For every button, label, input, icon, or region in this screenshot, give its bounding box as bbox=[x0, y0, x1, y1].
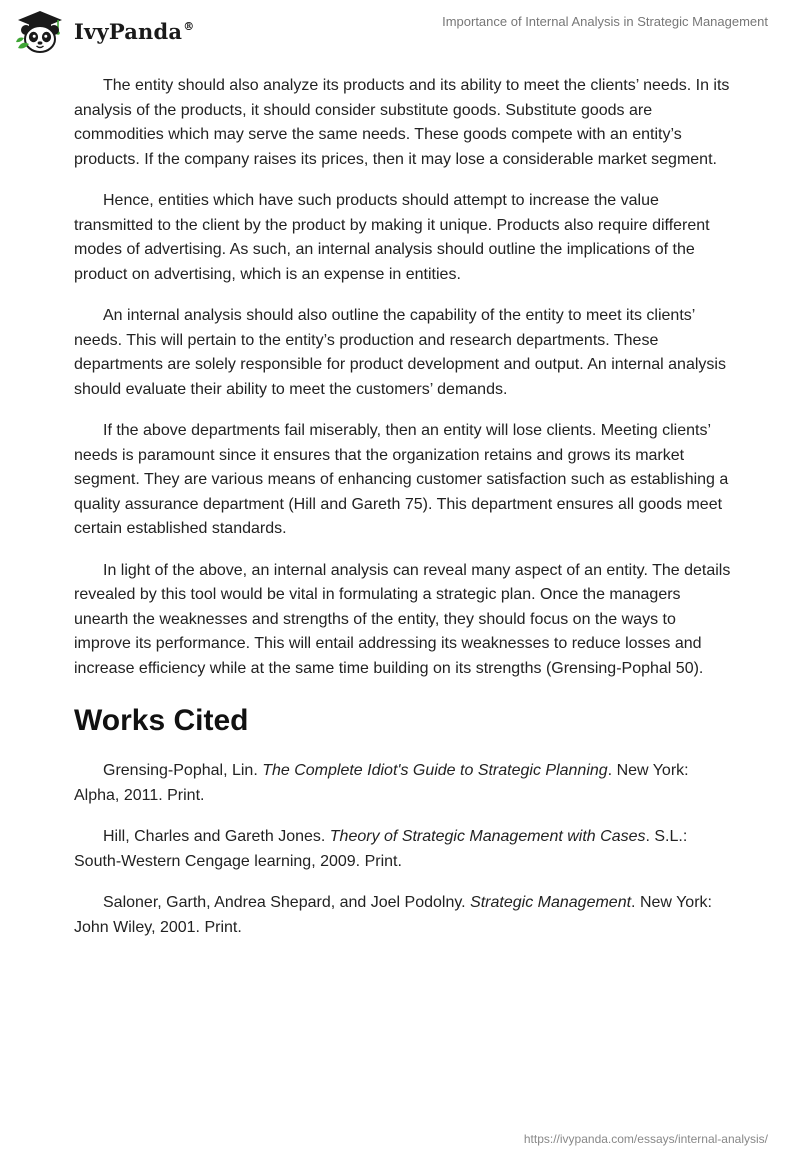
logo-wordmark: IvyPanda® bbox=[74, 18, 195, 44]
body-paragraph: Hence, entities which have such products should attempt to increase the value transmitted to the client by the product by making it unique. Products also require different modes of advertising. As such, an internal analysis should outline the implications of the product on advertising, which is an expense in entities. bbox=[74, 192, 710, 283]
citation-entry: Hill, Charles and Gareth Jones. Theory of Strategic Management with Cases. S.L.: South-Western Cengage learning, 2009. Print. bbox=[74, 828, 688, 870]
works-cited-heading: Works Cited bbox=[74, 704, 249, 737]
page-header bbox=[0, 0, 800, 60]
source-url[interactable]: https://ivypanda.com/essays/internal-analysis/ bbox=[523, 1132, 768, 1146]
citation-entry: Saloner, Garth, Andrea Shepard, and Joel Podolny. Strategic Management. New York: John Wiley, 2001. Print. bbox=[74, 894, 712, 936]
citation-title: Strategic Management bbox=[470, 894, 632, 911]
essay-content bbox=[74, 74, 734, 957]
citation-title: The Complete Idiot's Guide to Strategic Planning bbox=[262, 762, 608, 779]
running-title: Importance of Internal Analysis in Strategic Management bbox=[442, 14, 768, 29]
body-paragraph: In light of the above, an internal analysis can reveal many aspect of an entity. The details revealed by this tool would be vital in formulating a strategic plan. Once the managers unearth the weaknesses and strengths of the entity, they should focus on the ways to improve its performance. This will entail addressing its weaknesses to reduce losses and increase efficiency while at the same time building on its strengths (Grensing-Pophal 50). bbox=[74, 561, 731, 677]
body-paragraph: An internal analysis should also outline the capability of the entity to meet its clients’ needs. This will pertain to the entity’s production and research departments. These departments are solely responsible for product development and output. An internal analysis should evaluate their ability to meet the customers’ demands. bbox=[74, 307, 726, 398]
citation-entry: Grensing-Pophal, Lin. The Complete Idiot's Guide to Strategic Planning. New York: Alpha, 2011. Print. bbox=[74, 762, 689, 804]
panda-graduate-icon bbox=[14, 8, 66, 54]
ivypanda-logo[interactable] bbox=[14, 8, 194, 54]
body-paragraph: If the above departments fail miserably, then an entity will lose clients. Meeting clients’ needs is paramount since it ensures that the organization retains and grows its market segment. They are various means of enhancing customer satisfaction such as establishing a quality assurance department (Hill and Gareth 75). This department ensures all goods meet certain established standards. bbox=[74, 422, 729, 537]
body-paragraph: The entity should also analyze its products and its ability to meet the clients’ needs. In its analysis of the products, it should consider substitute goods. Substitute goods are commodities which may serve the same needs. These goods compete with an entity’s products. If the company raises its prices, then it may lose a considerable market segment. bbox=[74, 77, 730, 168]
citation-title: Theory of Strategic Management with Cases bbox=[329, 828, 646, 845]
